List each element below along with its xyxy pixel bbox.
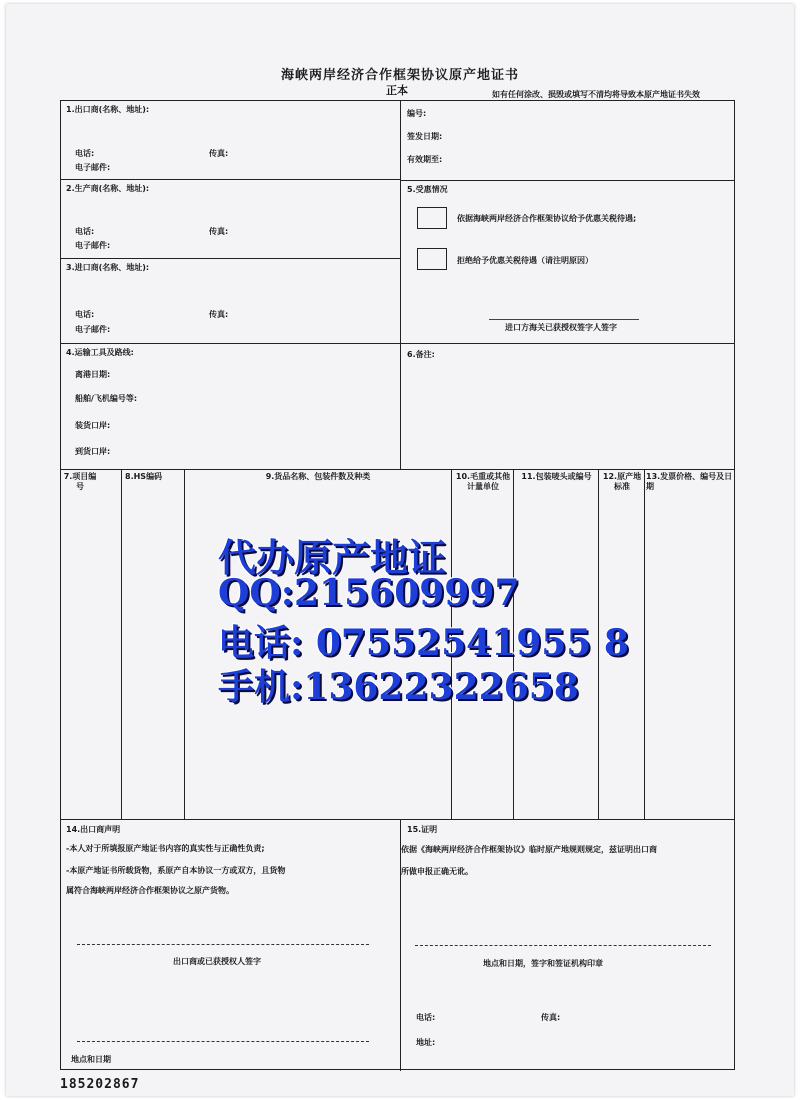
grant-preference-checkbox[interactable] [417, 207, 447, 229]
exporter-tel-label: 电话: [75, 149, 95, 158]
authority-signature-label: 地点和日期，签字和签证机构印章 [483, 959, 603, 968]
valid-until-label: 有效期至: [407, 155, 443, 164]
authority-address-label: 地址: [416, 1038, 436, 1047]
transport-label: 4.运输工具及路线: [66, 348, 134, 357]
importer-email-label: 电子邮件: [75, 325, 111, 334]
goods-col-line [121, 469, 122, 819]
certification-line-1: 依据《海峡两岸经济合作框架协议》临时原产地规则规定，兹证明出口商 [401, 845, 657, 854]
exporter-fax-label: 传真: [209, 149, 229, 158]
col-origin-criterion: 12.原产地标准 [602, 472, 642, 491]
overlay-qq-text: QQ:215609997 [218, 572, 520, 614]
box4-bottom-line [61, 469, 735, 470]
box2-bottom-line [61, 258, 400, 259]
importer-tel-label: 电话: [75, 310, 95, 319]
importer-label: 3.进口商(名称、地址): [66, 263, 150, 272]
upper-divider [400, 101, 401, 469]
issue-date-label: 签发日期: [407, 132, 443, 141]
validity-notice: 如有任何涂改、损毁或填写不清均将导致本原产地证书失效 [492, 90, 700, 99]
remarks-label: 6.备注: [407, 350, 435, 359]
original-copy-label: 正本 [386, 84, 408, 97]
col-goods-description: 9.货品名称、包装件数及种类 [265, 472, 371, 481]
col-gross-weight: 10.毛重或其他计量单位 [455, 472, 511, 491]
overlay-phone-text: 电话: 07552541955 8 [218, 622, 629, 664]
col-marks: 11.包装唛头或编号 [521, 472, 592, 481]
authority-tel-label: 电话: [416, 1013, 436, 1022]
producer-tel-label: 电话: [75, 227, 95, 236]
certification-line-2: 所做申报正确无讹。 [401, 867, 473, 876]
place-date-label: 地点和日期 [71, 1055, 111, 1064]
cert-number-label: 编号: [407, 109, 427, 118]
producer-label: 2.生产商(名称、地址): [66, 184, 150, 193]
producer-fax-label: 传真: [209, 227, 229, 236]
producer-email-label: 电子邮件: [75, 241, 111, 250]
arrival-port-label: 到货口岸: [75, 447, 111, 456]
col-item-number: 7.项目编号 [63, 472, 97, 491]
overlay-service-text: 代办原产地证 [218, 535, 447, 580]
exporter-declaration-label: 14.出口商声明 [66, 825, 121, 834]
goods-bottom-line [61, 819, 735, 820]
authority-signature-line [415, 945, 711, 946]
declaration-line-2: -本原产地证书所载货物，系原产自本协议一方或双方，且货物 [66, 866, 286, 875]
box3-bottom-line [61, 343, 735, 344]
lower-divider [400, 819, 401, 1071]
preference-label: 5.受惠情况 [407, 185, 448, 194]
place-date-line [77, 1041, 369, 1042]
certificate-title: 海峡两岸经济合作框架协议原产地证书 [280, 68, 519, 83]
serial-number: 185202867 [60, 1077, 140, 1092]
goods-col-line [184, 469, 185, 819]
vessel-label: 船舶/飞机编号等: [75, 394, 138, 403]
authority-fax-label: 传真: [541, 1013, 561, 1022]
col-hs-code: 8.HS编码 [125, 472, 163, 481]
overlay-mobile-text: 手机:13622322658 [218, 666, 579, 708]
certification-label: 15.证明 [407, 825, 438, 834]
box1-bottom-line [61, 179, 400, 180]
exporter-signature-label: 出口商或已获授权人签字 [173, 957, 261, 966]
declaration-line-3: 属符合海峡两岸经济合作框架协议之原产货物。 [66, 886, 234, 895]
customs-signature-label: 进口方海关已获授权签字人签字 [505, 323, 617, 332]
refuse-preference-checkbox[interactable] [417, 248, 447, 270]
exporter-signature-line [77, 944, 369, 945]
loading-port-label: 装货口岸: [75, 421, 111, 430]
customs-signature-line [489, 319, 639, 320]
goods-col-line [644, 469, 645, 819]
exporter-label: 1.出口商(名称、地址): [66, 105, 150, 114]
exporter-email-label: 电子邮件: [75, 163, 111, 172]
departure-date-label: 离港日期: [75, 370, 111, 379]
col-invoice: 13.发票价格、编号及日期 [646, 472, 733, 491]
declaration-line-1: -本人对于所填报原产地证书内容的真实性与正确性负责; [66, 844, 265, 853]
grant-preference-text: 依据海峡两岸经济合作框架协议给予优惠关税待遇; [457, 214, 637, 223]
cert-info-bottom-line [400, 180, 735, 181]
refuse-preference-text: 拒绝给予优惠关税待遇（请注明原因） [457, 256, 593, 265]
importer-fax-label: 传真: [209, 310, 229, 319]
